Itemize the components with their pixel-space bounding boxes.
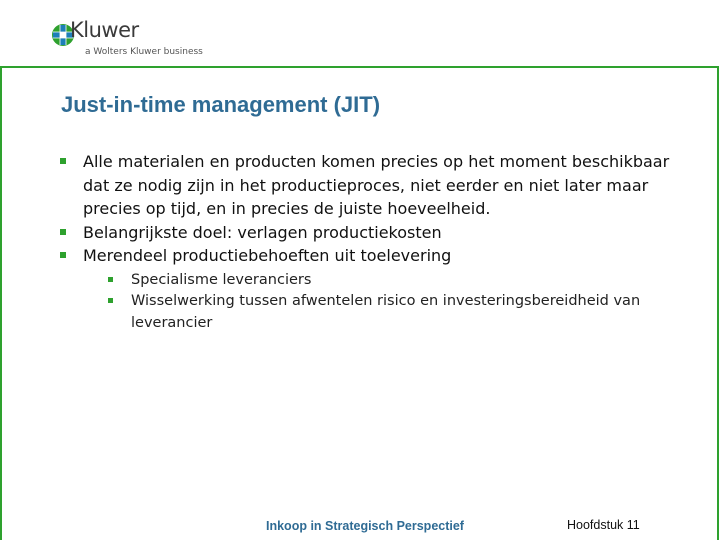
bullet-item: [60, 150, 700, 221]
bullet-text: Alle materialen en producten komen precies op het moment beschikbaar dat ze nodig zijn in het productieproces, niet eerder en niet later maar precies op tijd, en in precies de juiste hoeveelheid.: [83, 152, 670, 218]
logo-name: Kluwer: [70, 18, 139, 42]
footer-book-title: Inkoop in Strategisch Perspectief: [266, 519, 464, 533]
logo-tagline: a Wolters Kluwer business: [85, 47, 203, 57]
square-bullet-icon: [60, 252, 66, 258]
bullet-item: [60, 244, 700, 334]
slide-header: [0, 0, 720, 66]
square-bullet-icon: [108, 298, 113, 303]
square-bullet-icon: [60, 158, 66, 164]
bullet-text: Belangrijkste doel: verlagen productiekosten: [83, 222, 442, 242]
bullet-list: [60, 150, 700, 334]
sub-bullet-item: [108, 270, 700, 292]
slide-title: Just-in-time management (JIT): [61, 92, 381, 117]
sub-bullet-text: Specialisme leveranciers: [131, 271, 312, 288]
sub-bullet-text: Wisselwerking tussen afwentelen risico en investeringsbereidheid van leverancier: [131, 293, 641, 331]
footer-chapter: Hoofdstuk 11: [567, 518, 640, 532]
sub-bullet-item: [108, 291, 700, 334]
sub-bullet-list: [108, 270, 700, 335]
square-bullet-icon: [108, 277, 113, 282]
bullet-text: Merendeel productiebehoeften uit toelevering: [83, 246, 452, 265]
bullet-item: [60, 221, 700, 245]
square-bullet-icon: [60, 229, 66, 235]
